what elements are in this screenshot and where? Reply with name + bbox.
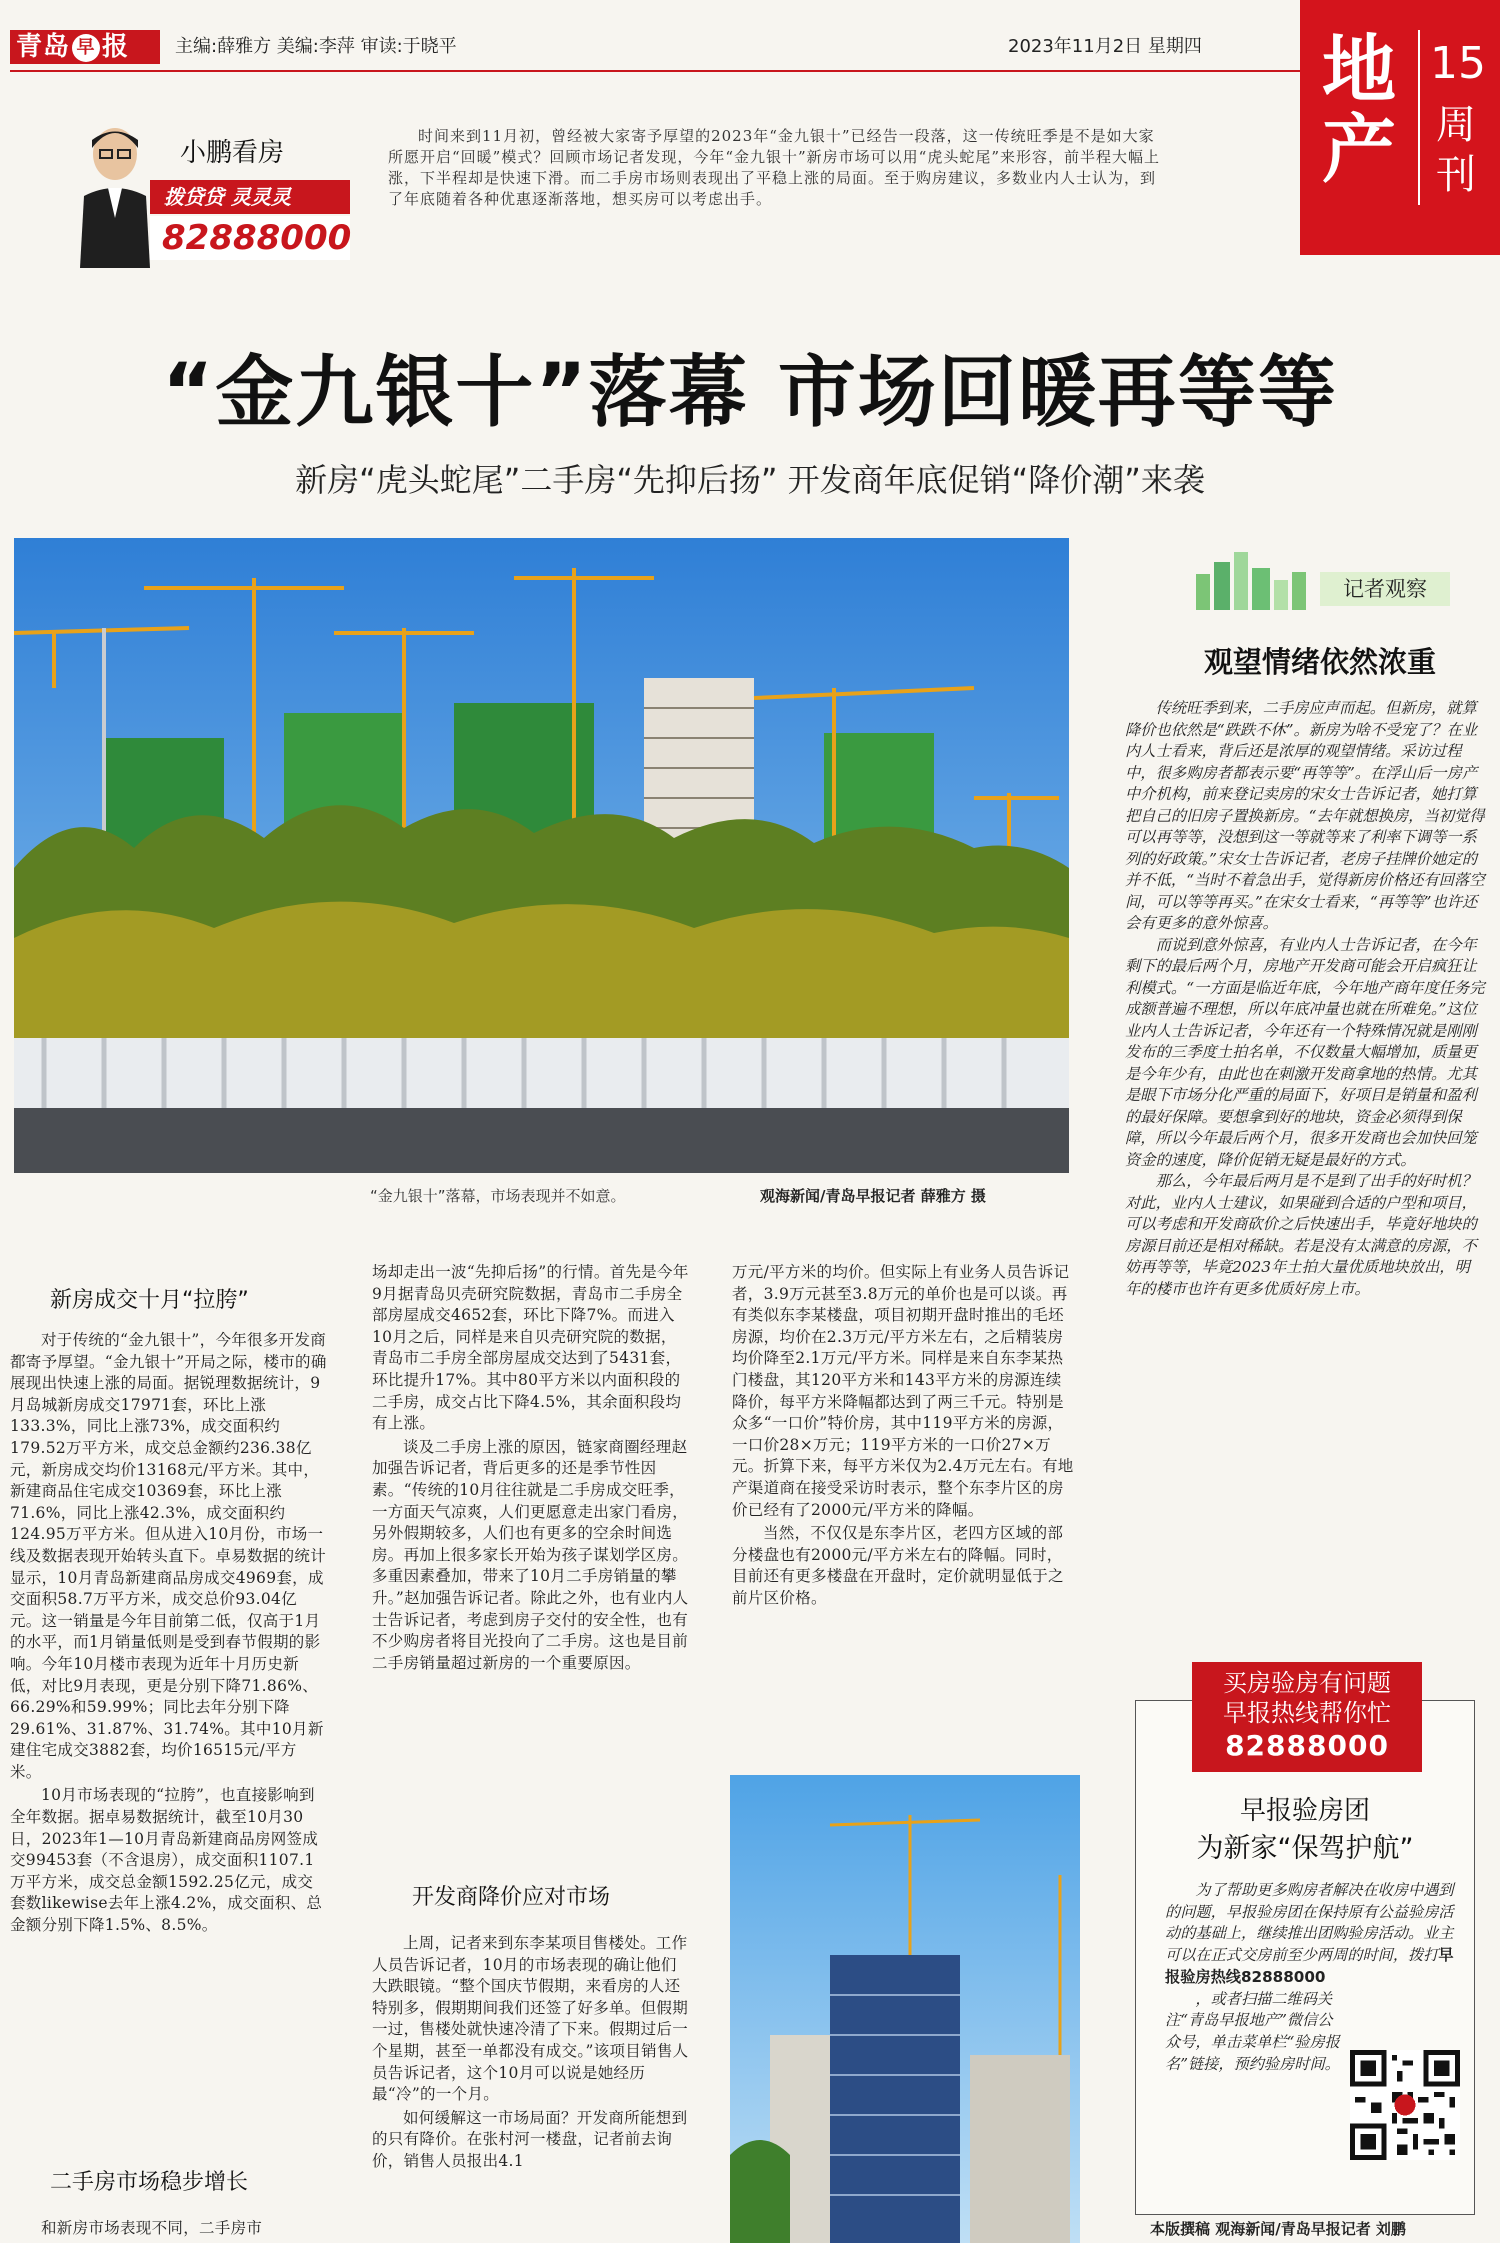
article-column-2b: [372, 1933, 690, 2175]
banner-line-1: 买房验房有问题: [1223, 1669, 1391, 1697]
promo-body-tail: ，或者扫描二维码关注“青岛早报地产”微信公众号，单击菜单栏“验房报名”链接，预约验房时间。: [1165, 1989, 1340, 2073]
observation-paragraph: 那么，今年最后两月是不是到了出手的好时机？对此，业内人士建议，如果碰到合适的户型和项目，可以考虑和开发商砍价之后快速出手，毕竟好地块的房源目前还是相对稀缺。若是没有太满意的房源，不妨再等等，毕竟2023年土拍大量优质地块放出，明年的楼市也许有更多优质好房上市。: [1125, 1172, 1477, 1298]
article-paragraph: 场却走出一波“先抑后扬”的行情。首先是今年9月据青岛贝壳研究院数据，青岛市二手房全部房屋成交4652套，环比下降7%。而进入10月之后，同样是来自贝壳研究院的数据，青岛市二手房全部房屋成交达到了5431套，环比提升17%。其中80平方米以内面积段的二手房，成交占比下降4.5%，其余面积段均有上涨。: [372, 1263, 689, 1433]
columnist-portrait: [70, 118, 160, 268]
promo-body: [1165, 1880, 1465, 2075]
hotline-banner: [1192, 1662, 1422, 1772]
promo-hotline: 早报验房热线82888000: [1165, 1946, 1454, 1986]
construction-site-photo: [14, 538, 1069, 1173]
promo-title: 早报验房团: [1239, 1796, 1370, 1826]
section-weekly: 周刊: [1436, 102, 1476, 198]
footer-credit: 本版撰稿 观海新闻/青岛早报记者 刘鹏: [1150, 2220, 1406, 2238]
section-name: 地产: [1322, 27, 1396, 193]
article-paragraph: 当然，不仅仅是东李片区，老四方区域的部分楼盘也有2000元/平方米左右的降幅。同时，目前还有更多楼盘在开盘时，定价就明显低于之前片区价格。: [732, 1524, 1064, 1607]
article-paragraph: 谈及二手房上涨的原因，链家商圈经理赵加强告诉记者，背后更多的还是季节性因素。“传统的10月往往就是二手房成交旺季，一方面天气凉爽，人们更愿意走出家门看房，另外假期较多，人们也有更多的空余时间选房。再加上很多家长开始为孩子谋划学区房。多重因素叠加，带来了10月二手房销量的攀升。”赵加强告诉记者。除此之外，也有业内人士告诉记者，考虑到房子交付的安全性，也有不少购房者将目光投向了二手房。这也是目前二手房销量超过新房的一个重要原因。: [372, 1437, 689, 1672]
observation-title: 观望情绪依然浓重: [1203, 645, 1436, 679]
columnist-title: 小鹏看房: [180, 138, 285, 168]
main-headline: “金九银十”落幕 市场回暖再等等: [162, 348, 1338, 438]
apartment-tower-photo: [730, 1775, 1080, 2243]
banner-hotline-number: 82888000: [1225, 1729, 1389, 1762]
sub-headline: 新房“虎头蛇尾”二手房“先抑后扬” 开发商年底促销“降价潮”来袭: [295, 461, 1205, 499]
reporter-observation-badge: 记者观察: [1320, 572, 1450, 606]
article-column-1-tail: [10, 2218, 328, 2242]
article-paragraph: 和新房市场表现不同，二手房市: [41, 2219, 263, 2237]
photo-caption: “金九银十”落幕，市场表现并不如意。: [370, 1187, 626, 1205]
article-paragraph: 如何缓解这一市场局面？开发商所能想到的只有降价。在张村河一楼盘，记者前去询价，销售人员报出4.1: [372, 2108, 688, 2170]
intro-paragraph: 时间来到11月初，曾经被大家寄予厚望的2023年“金九银十”已经告一段落，这一传统旺季是不是如大家所愿开启“回暖”模式？回顾市场记者发现，今年“金九银十”新房市场可以用“虎头蛇尾”来形容，前半程大幅上涨，下半程却是快速下滑。而二手房市场则表现出了平稳上涨的局面。至于购房建议，多数业内人士认为，到了年底随着各种优惠逐渐落地，想买房可以考虑出手。: [388, 127, 1161, 208]
section-divider: [1418, 30, 1420, 205]
banner-line-2: 早报热线帮你忙: [1223, 1699, 1391, 1727]
issue-date: 2023年11月2日 星期四: [1008, 36, 1202, 57]
subheading-second-hand: 二手房市场稳步增长: [50, 2170, 249, 2195]
observation-paragraph: 而说到意外惊喜，有业内人士告诉记者，在今年剩下的最后两个月，房地产开发商可能会开启疯狂让利模式。“一方面是临近年底，今年地产商年度任务完成额普遍不理想，所以年底冲量也就在所难免。”这位业内人士告诉记者，今年还有一个特殊情况就是刚刚发布的三季度土拍名单，不仅数量大幅增加，质量更是今年少有，由此也在刺激开发商拿地的热情。尤其是眼下市场分化严重的局面下，好项目是销量和盈利的最好保障。要想拿到好的地块，资金必须得到保障，所以今年最后两个月，很多开发商也会加快回笼资金的速度，降价促销无疑是最好的方式。: [1125, 935, 1485, 1169]
columnist-hotline-number: 82888000: [150, 216, 350, 260]
photo-credit: 观海新闻/青岛早报记者 薛雅方 摄: [760, 1187, 986, 1205]
article-column-1: [10, 1330, 328, 1939]
promo-body-text: 为了帮助更多购房者解决在收房中遇到的问题，早报验房团在保持原有公益验房活动的基础上，继续推出团购验房活动。业主可以在正式交房前至少两周的时间，拨打: [1165, 1881, 1454, 1965]
article-paragraph: 10月市场表现的“拉胯”，也直接影响到全年数据。据卓易数据统计，截至10月30日，2023年1—10月青岛新建商品房网签成交99453套（不含退房），成交面积1107.1万平方米，成交总金额1592.25亿元，成交套数likewise去年上涨4.2%，成交面积、总金额分别下降1.5%、8.5%。: [10, 1786, 323, 1935]
columnist-hotline-label: 拨贷贷 灵灵灵: [150, 180, 350, 214]
page-number: 15: [1430, 38, 1486, 89]
article-paragraph: 万元/平方米的均价。但实际上有业务人员告诉记者，3.9万元甚至3.8万元的单价也是可以谈。再有类似东李某楼盘，项目初期开盘时推出的毛坯房源，均价在2.3万元/平方米左右，之后精装房均价降至2.1万元/平方米。同样是来自东李某热门楼盘，其120平方米和143平方米的房源连续降价，每平方米降幅都达到了两三千元。特别是众多“一口价”特价房，其中119平方米的房源，一口价28×万元；119平方米的一口价27×万元。折算下来，每平方米仅为2.4万元左右。有地产渠道商在接受采访时表示，整个东李片区的房价已经有了2000元/平方米的降幅。: [732, 1263, 1074, 1519]
promo-subtitle: 为新家“保驾护航”: [1196, 1833, 1414, 1864]
section-label: [1300, 0, 1500, 255]
city-skyline-icon: [1188, 552, 1318, 610]
article-paragraph: 对于传统的“金九银十”，今年很多开发商都寄予厚望。“金九银十”开局之际，楼市的确展现出快速上涨的局面。据锐理数据统计，9月岛城新房成交17971套，环比上涨133.3%，同比上涨73%，成交面积约179.52万平方米，成交总金额约236.38亿元，新房成交均价13168元/平方米。其中，新建商品住宅成交10369套，环比上涨71.6%，同比上涨42.3%，成交面积约124.95万平方米。但从进入10月份，市场一线及数据表现开始转头直下。卓易数据的统计显示，10月青岛新建商品房成交4969套，成交面积58.7万平方米，成交总价93.04亿元。这一销量是今年目前第二低，仅高于1月的水平，而1月销量低则是受到春节假期的影响。今年10月楼市表现为近年十月历史新低，对比9月表现，更是分别下降71.86%、66.29%和59.99%；同比去年分别下降29.61%、31.87%、31.74%。其中10月新建住宅成交3882套，均价16515元/平方米。: [10, 1331, 327, 1781]
newspaper-logo: 青岛 早 报: [10, 30, 160, 64]
article-column-2: [372, 1262, 690, 1676]
editor-credits: 主编:薛雅方 美编:李萍 审读:于晓平: [175, 36, 457, 57]
observation-paragraph: 传统旺季到来，二手房应声而起。但新房，就算降价也依然是“跌跌不休”。新房为啥不受宠了？在业内人士看来，背后还是浓厚的观望情绪。采访过程中，很多购房者都表示要“再等等”。在浮山后一房产中介机构，前来登记卖房的宋女士告诉记者，她打算把自己的旧房子置换新房。“去年就想换房，当初觉得可以再等等，没想到这一等就等来了利率下调等一系列的好政策。”宋女士告诉记者，老房子挂牌价她定的并不低，“当时不着急出手，觉得新房价格还有回落空间，可以等等再买。”在宋女士看来，“再等等”也许还会有更多的意外惊喜。: [1125, 699, 1485, 932]
subheading-developers: 开发商降价应对市场: [412, 1885, 611, 1910]
article-column-3: [732, 1262, 1074, 1612]
article-paragraph: 上周，记者来到东李某项目售楼处。工作人员告诉记者，10月的市场表现的确让他们大跌眼镜。“整个国庆节假期，来看房的人还特别多，假期期间我们还签了好多单。但假期一过，售楼处就快速冷清了下来。假期过后一个星期，甚至一单都没有成交。”该项目销售人员告诉记者，这个10月可以说是她经历最“冷”的一个月。: [372, 1934, 689, 2104]
observation-text: [1125, 698, 1485, 1300]
qr-code: [1350, 2050, 1460, 2160]
masthead-rule: [10, 70, 1300, 72]
subheading-new-homes: 新房成交十月“拉胯”: [50, 1288, 249, 1313]
